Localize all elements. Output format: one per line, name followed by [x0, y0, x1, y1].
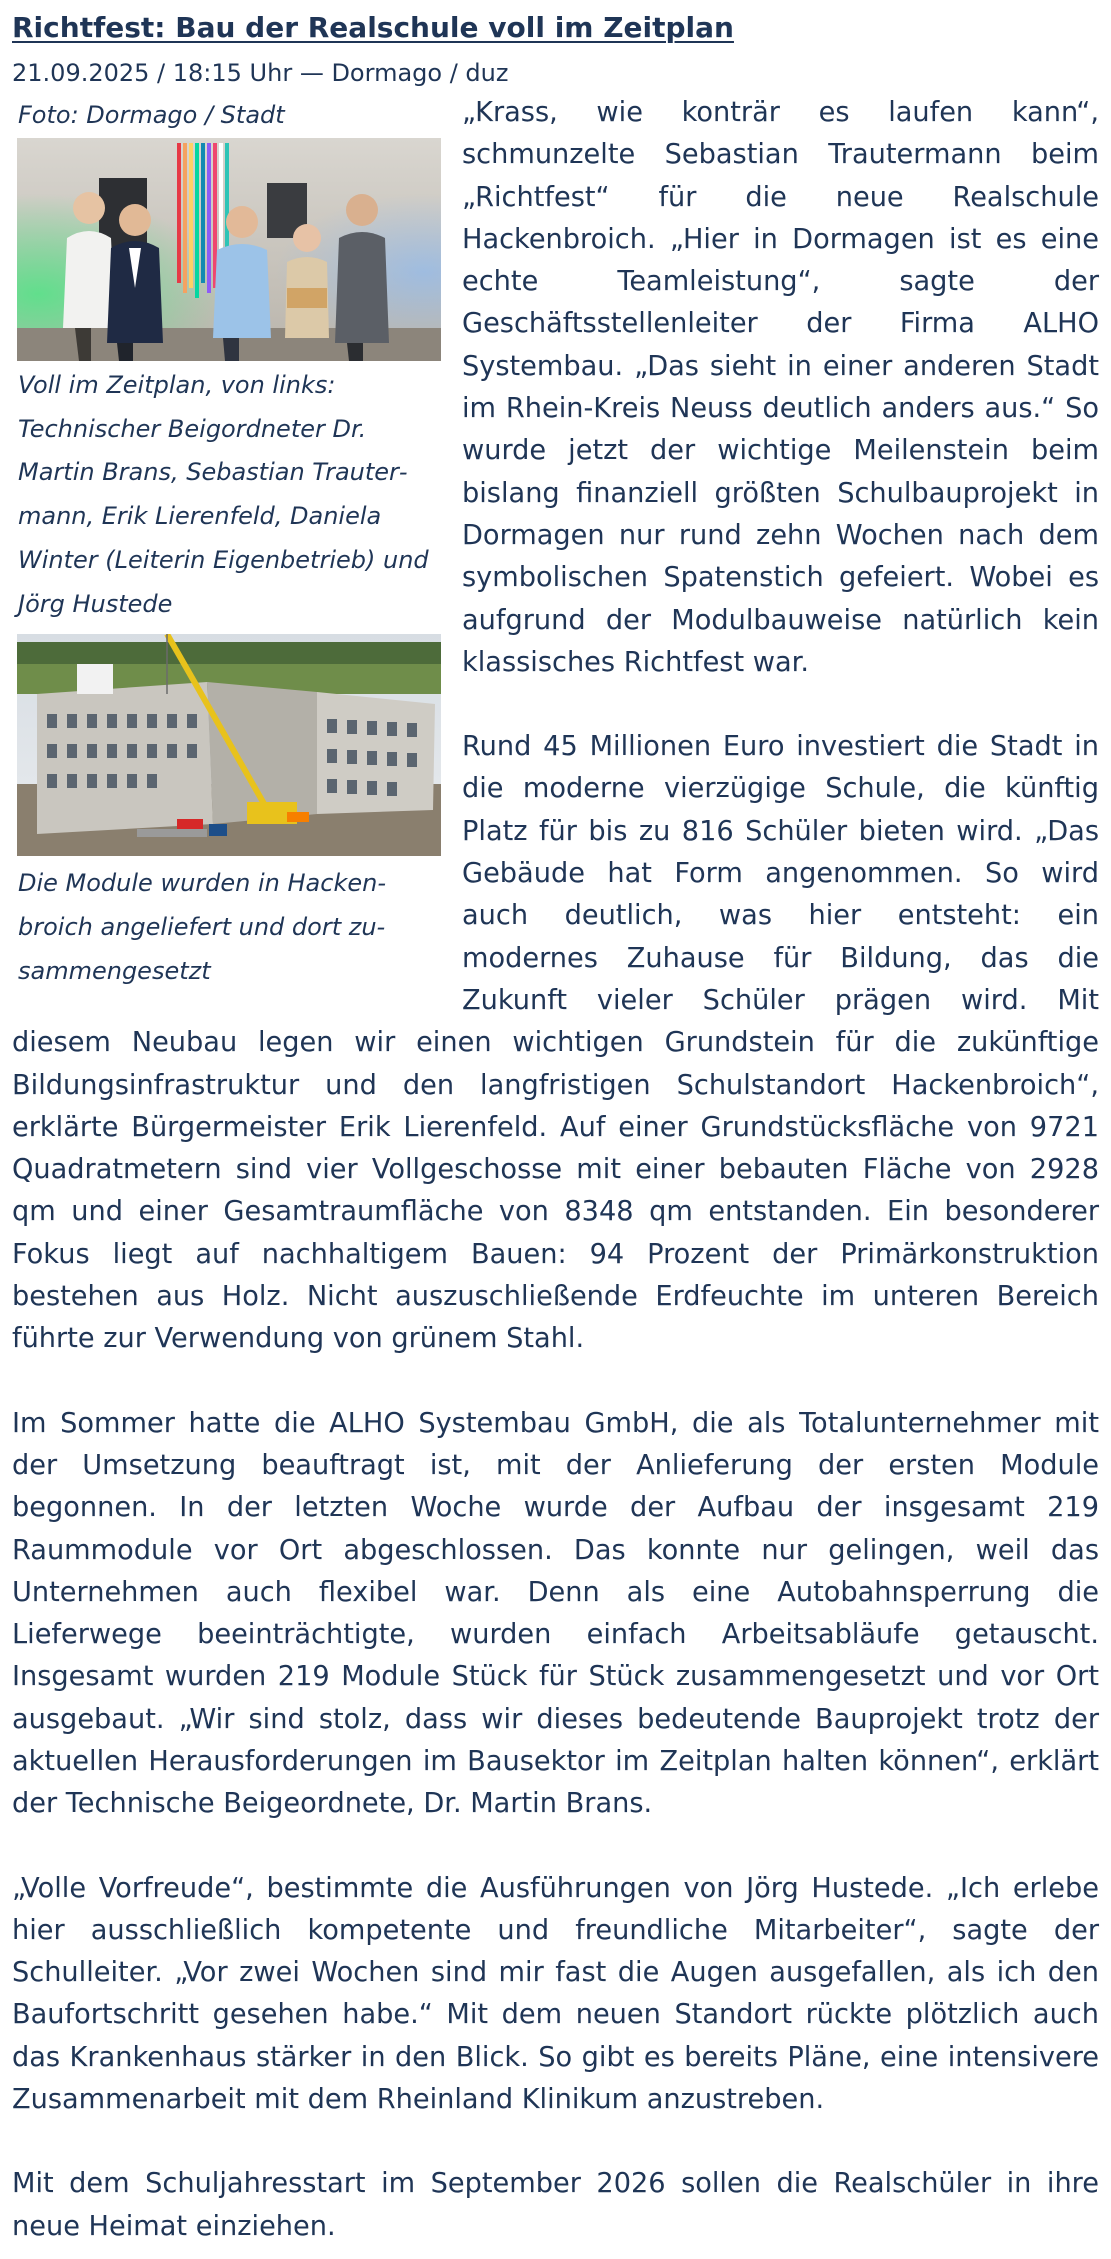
construction-site-photo	[17, 634, 441, 856]
image1-caption: Voll im Zeitplan, von links: Technischer Beigordneter Dr. Martin Brans, Sebastian Trautermann, Erik Lierenfeld, Daniela Winter (Leiterin Eigenbetrieb) und Jörg Hustede	[18, 371, 429, 618]
article-paragraph: „Volle Vorfreude“, bestimmte die Ausführungen von Jörg Hustede. „Ich erlebe hier ausschließlich kompetente und freundliche Mitarbeiter“, sagte der Schulleiter. „Vor zwei Wochen sind mir fast die Augen ausgefallen, als ich den Baufortschritt gesehen habe.“ Mit dem neuen Standort rückte plötzlich auch das Krankenhaus stärker in den Blick. So gibt es bereits Pläne, eine intensivere Zusammenarbeit mit dem Rheinland Klinikum anzustreben.	[12, 1872, 1099, 2116]
article-paragraph: Im Sommer hatte die ALHO Systembau GmbH, die als Totalunternehmer mit der Umsetzung beauftragt ist, mit der Anlieferung der ersten Module begonnen. In der letzten Woche wurde der Aufbau der insgesamt 219 Raummodule vor Ort abgeschlossen. Das konnte nur gelingen, weil das Unternehmen auch flexibel war. Denn als eine Autobahnsperrung die Lieferwege beeinträchtigte, wurden einfach Arbeitsabläufe getauscht. Insgesamt wurden 219 Module Stück für Stück zusammengesetzt und vor Ort ausgebaut. „Wir sind stolz, dass wir dieses bedeutende Bauprojekt trotz der aktuellen Herausforderungen im Bausektor im Zeitplan halten können“, erklärt der Technische Beigeordnete, Dr. Martin Brans.	[12, 1407, 1099, 1820]
article-paragraph: Mit dem Schuljahresstart im September 2026 sollen die Realschüler in ihre neue Heimat einziehen.	[12, 2168, 1099, 2242]
group-photo	[17, 138, 441, 361]
article-title[interactable]: Richtfest: Bau der Realschule voll im Zeitplan	[12, 11, 734, 44]
image-column	[12, 92, 442, 993]
article-meta: 21.09.2025 / 18:15 Uhr — Dormago / duz	[12, 59, 509, 87]
article-paragraph: „Krass, wie konträr es laufen kann“, schmunzelte Sebastian Trautermann beim „Richtfest“ für die neue Realschule Hackenbroich. „Hier in Dormagen ist es eine echte Teamleistung“, sagte der Geschäftsstellenleiter der Firma ALHO Systembau. „Das sieht in einer anderen Stadt im Rhein-Kreis Neuss deutlich anders aus.“ So wurde jetzt der wichtige Meilenstein beim bislang finanziell größten Schulbauprojekt in Dormagen nur rund zehn Wochen nach dem symbolischen Spatenstich gefeiert. Wobei es aufgrund der Modulbauweise natürlich kein klassisches Richtfest war.	[462, 97, 1099, 678]
image2-caption: Die Module wurden in Hackenbroich angeliefert und dort zusammengesetzt	[18, 869, 386, 985]
article-body	[12, 92, 1099, 2248]
photo-credit: Foto: Dormago / Stadt	[18, 101, 285, 129]
article-paragraph: Rund 45 Millionen Euro investiert die Stadt in die moderne vierzügige Schule, die künftig Platz für bis zu 816 Schüler bieten wird. „Das Gebäude hat Form angenommen. So wird auch deutlich, was hier entsteht: ein modernes Zuhause für Bildung, das die Zukunft vieler Schüler prägen wird. Mit diesem Neubau legen wir einen wichtigen Grundstein für die zukünftige Bildungsinfrastruktur und den langfristigen Schulstandort Hackenbroich“, erklärte Bürgermeister Erik Lierenfeld. Auf einer Grundstücksfläche von 9721 Quadratmetern sind vier Vollgeschosse mit einer bebauten Fläche von 2928 qm und einer Gesamtraumfläche von 8348 qm entstanden. Ein besonderer Fokus liegt auf nachhaltigem Bauen: 94 Prozent der Primärkonstruktion bestehen aus Holz. Nicht auszuschließende Erdfeuchte im unteren Bereich führte zur Verwendung von grünem Stahl.	[12, 731, 1099, 1355]
